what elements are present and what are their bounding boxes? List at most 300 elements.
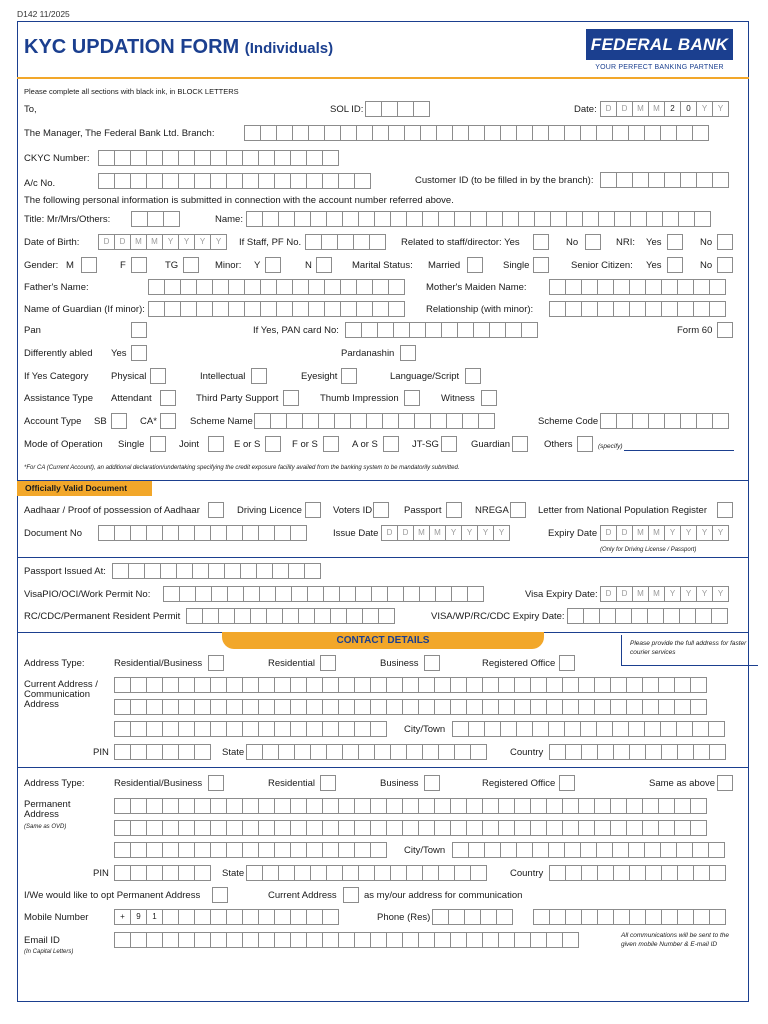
char-box[interactable] — [258, 677, 275, 693]
char-box[interactable] — [228, 279, 245, 295]
char-box[interactable] — [708, 842, 725, 858]
char-box[interactable] — [388, 125, 405, 141]
attendant-checkbox[interactable] — [160, 390, 176, 406]
char-box[interactable] — [354, 932, 371, 948]
char-box[interactable] — [530, 798, 547, 814]
char-box[interactable] — [114, 865, 131, 881]
char-box[interactable] — [314, 608, 331, 624]
char-box[interactable] — [418, 699, 435, 715]
relationship-field[interactable] — [549, 301, 725, 317]
char-box[interactable] — [162, 699, 179, 715]
char-box[interactable] — [290, 150, 307, 166]
char-box[interactable] — [114, 699, 131, 715]
char-box[interactable] — [254, 413, 271, 429]
char-box[interactable] — [114, 798, 131, 814]
char-box[interactable] — [242, 721, 259, 737]
pan-checkbox[interactable] — [131, 322, 147, 338]
char-box[interactable] — [629, 301, 646, 317]
char-box[interactable] — [162, 525, 179, 541]
char-box[interactable] — [128, 563, 145, 579]
char-box[interactable] — [438, 744, 455, 760]
char-box[interactable] — [615, 608, 632, 624]
char-box[interactable] — [692, 721, 709, 737]
char-box[interactable] — [628, 125, 645, 141]
char-box[interactable] — [564, 842, 581, 858]
char-box[interactable] — [562, 932, 579, 948]
char-box[interactable] — [345, 322, 362, 338]
char-box[interactable] — [489, 322, 506, 338]
char-box[interactable] — [212, 301, 229, 317]
char-box[interactable] — [628, 721, 645, 737]
mode-e-or-s-checkbox[interactable] — [265, 436, 281, 452]
char-box[interactable] — [530, 699, 547, 715]
char-box[interactable] — [546, 798, 563, 814]
char-box[interactable] — [146, 150, 163, 166]
char-box[interactable] — [549, 744, 566, 760]
char-box[interactable] — [432, 909, 449, 925]
char-box[interactable] — [342, 865, 359, 881]
visa-expiry-field[interactable]: D D M M Y Y Y Y — [600, 586, 728, 602]
char-box[interactable] — [353, 234, 370, 250]
char-box[interactable] — [613, 279, 630, 295]
char-box[interactable] — [178, 820, 195, 836]
char-box[interactable] — [322, 677, 339, 693]
char-box[interactable] — [194, 744, 211, 760]
char-box[interactable] — [208, 563, 225, 579]
char-box[interactable] — [628, 842, 645, 858]
char-box[interactable] — [354, 820, 371, 836]
char-box[interactable] — [146, 865, 163, 881]
char-box[interactable] — [419, 586, 436, 602]
char-box[interactable] — [194, 721, 211, 737]
pardanashin-checkbox[interactable] — [400, 345, 416, 361]
char-box[interactable] — [598, 211, 615, 227]
char-box[interactable] — [482, 699, 499, 715]
opt-current-checkbox[interactable] — [343, 887, 359, 903]
char-box[interactable] — [457, 322, 474, 338]
char-box[interactable] — [274, 932, 291, 948]
char-box[interactable] — [516, 842, 533, 858]
char-box[interactable] — [340, 125, 357, 141]
char-box[interactable] — [192, 563, 209, 579]
char-box[interactable] — [322, 820, 339, 836]
char-box[interactable] — [212, 279, 229, 295]
char-box[interactable] — [599, 608, 616, 624]
char-box[interactable] — [580, 125, 597, 141]
char-box[interactable] — [290, 699, 307, 715]
char-box[interactable] — [274, 173, 291, 189]
perm-address-line2[interactable] — [114, 820, 706, 836]
char-box[interactable] — [290, 842, 307, 858]
char-box[interactable] — [270, 413, 287, 429]
perm-registered-checkbox[interactable] — [559, 775, 575, 791]
char-box[interactable] — [388, 279, 405, 295]
char-box[interactable] — [370, 842, 387, 858]
char-box[interactable] — [425, 322, 442, 338]
char-box[interactable] — [322, 909, 339, 925]
char-box[interactable] — [406, 865, 423, 881]
married-checkbox[interactable] — [467, 257, 483, 273]
perm-city-field[interactable] — [452, 842, 724, 858]
char-box[interactable] — [355, 586, 372, 602]
char-box[interactable] — [226, 525, 243, 541]
char-box[interactable] — [146, 842, 163, 858]
char-box[interactable] — [661, 279, 678, 295]
current-address-line3[interactable] — [114, 721, 386, 737]
intellectual-checkbox[interactable] — [251, 368, 267, 384]
char-box[interactable] — [680, 413, 697, 429]
char-box[interactable] — [466, 798, 483, 814]
char-box[interactable] — [418, 677, 435, 693]
char-box[interactable] — [306, 173, 323, 189]
eyesight-checkbox[interactable] — [341, 368, 357, 384]
char-box[interactable] — [210, 525, 227, 541]
char-box[interactable] — [306, 842, 323, 858]
char-box[interactable] — [470, 865, 487, 881]
char-box[interactable] — [210, 909, 227, 925]
char-box[interactable] — [597, 279, 614, 295]
voters-id-checkbox[interactable] — [373, 502, 389, 518]
char-box[interactable] — [290, 173, 307, 189]
char-box[interactable] — [262, 865, 279, 881]
perm-business-checkbox[interactable] — [424, 775, 440, 791]
char-box[interactable] — [482, 820, 499, 836]
pf-no-field[interactable] — [305, 234, 385, 250]
char-box[interactable] — [276, 301, 293, 317]
char-box[interactable] — [406, 744, 423, 760]
char-box[interactable] — [162, 842, 179, 858]
char-box[interactable] — [614, 211, 631, 227]
physical-checkbox[interactable] — [150, 368, 166, 384]
char-box[interactable] — [370, 699, 387, 715]
char-box[interactable] — [498, 932, 515, 948]
char-box[interactable] — [566, 211, 583, 227]
char-box[interactable] — [130, 798, 147, 814]
char-box[interactable] — [438, 211, 455, 227]
char-box[interactable] — [434, 677, 451, 693]
char-box[interactable] — [578, 798, 595, 814]
char-box[interactable] — [581, 301, 598, 317]
char-box[interactable] — [326, 744, 343, 760]
char-box[interactable] — [662, 211, 679, 227]
char-box[interactable] — [310, 744, 327, 760]
language-checkbox[interactable] — [465, 368, 481, 384]
char-box[interactable] — [612, 125, 629, 141]
char-box[interactable] — [594, 699, 611, 715]
name-field[interactable] — [246, 211, 710, 227]
nrega-checkbox[interactable] — [510, 502, 526, 518]
char-box[interactable] — [162, 798, 179, 814]
char-box[interactable] — [274, 842, 291, 858]
current-address-line2[interactable] — [114, 699, 706, 715]
char-box[interactable] — [131, 211, 148, 227]
char-box[interactable] — [258, 150, 275, 166]
char-box[interactable] — [130, 820, 147, 836]
char-box[interactable] — [470, 211, 487, 227]
char-box[interactable] — [549, 301, 566, 317]
char-box[interactable] — [532, 125, 549, 141]
char-box[interactable] — [306, 721, 323, 737]
char-box[interactable] — [550, 211, 567, 227]
char-box[interactable] — [290, 525, 307, 541]
visa-wp-expiry-field[interactable] — [567, 608, 727, 624]
char-box[interactable] — [567, 608, 584, 624]
char-box[interactable] — [677, 865, 694, 881]
char-box[interactable] — [337, 234, 354, 250]
char-box[interactable] — [294, 865, 311, 881]
char-box[interactable] — [210, 677, 227, 693]
char-box[interactable] — [310, 865, 327, 881]
char-box[interactable] — [648, 172, 665, 188]
char-box[interactable] — [258, 721, 275, 737]
char-box[interactable] — [632, 413, 649, 429]
char-box[interactable] — [98, 173, 115, 189]
char-box[interactable] — [418, 798, 435, 814]
sol-id-field[interactable] — [365, 101, 429, 117]
char-box[interactable] — [629, 909, 646, 925]
char-box[interactable] — [402, 699, 419, 715]
char-box[interactable] — [146, 798, 163, 814]
char-box[interactable] — [402, 820, 419, 836]
char-box[interactable] — [548, 125, 565, 141]
senior-no-checkbox[interactable] — [717, 257, 733, 273]
char-box[interactable] — [292, 301, 309, 317]
char-box[interactable] — [514, 699, 531, 715]
char-box[interactable] — [680, 172, 697, 188]
char-box[interactable] — [580, 721, 597, 737]
char-box[interactable] — [597, 301, 614, 317]
char-box[interactable] — [342, 211, 359, 227]
char-box[interactable] — [478, 413, 495, 429]
char-box[interactable] — [180, 301, 197, 317]
char-box[interactable] — [210, 842, 227, 858]
char-box[interactable] — [246, 865, 263, 881]
current-registered-checkbox[interactable] — [559, 655, 575, 671]
char-box[interactable] — [386, 932, 403, 948]
char-box[interactable] — [626, 798, 643, 814]
char-box[interactable] — [434, 699, 451, 715]
char-box[interactable] — [114, 820, 131, 836]
char-box[interactable] — [308, 301, 325, 317]
char-box[interactable] — [658, 699, 675, 715]
char-box[interactable] — [356, 301, 373, 317]
char-box[interactable] — [645, 909, 662, 925]
char-box[interactable] — [422, 744, 439, 760]
char-box[interactable] — [260, 279, 277, 295]
char-box[interactable] — [629, 865, 646, 881]
customer-id-field[interactable] — [600, 172, 728, 188]
char-box[interactable] — [322, 721, 339, 737]
char-box[interactable] — [468, 842, 485, 858]
char-box[interactable] — [274, 699, 291, 715]
char-box[interactable] — [246, 211, 263, 227]
char-box[interactable] — [164, 279, 181, 295]
char-box[interactable] — [629, 279, 646, 295]
char-box[interactable] — [354, 677, 371, 693]
char-box[interactable] — [260, 301, 277, 317]
char-box[interactable] — [242, 932, 259, 948]
char-box[interactable] — [709, 279, 726, 295]
char-box[interactable] — [690, 820, 707, 836]
char-box[interactable] — [322, 932, 339, 948]
char-box[interactable] — [414, 413, 431, 429]
char-box[interactable] — [372, 125, 389, 141]
char-box[interactable] — [324, 125, 341, 141]
perm-state-field[interactable] — [246, 865, 486, 881]
char-box[interactable] — [276, 279, 293, 295]
char-box[interactable] — [565, 279, 582, 295]
mode-joint-checkbox[interactable] — [208, 436, 224, 452]
scheme-code-field[interactable] — [600, 413, 728, 429]
char-box[interactable] — [278, 744, 295, 760]
char-box[interactable] — [244, 279, 261, 295]
char-box[interactable] — [661, 301, 678, 317]
char-box[interactable] — [502, 211, 519, 227]
char-box[interactable] — [361, 322, 378, 338]
char-box[interactable] — [436, 125, 453, 141]
char-box[interactable] — [696, 413, 713, 429]
char-box[interactable] — [693, 279, 710, 295]
char-box[interactable] — [144, 563, 161, 579]
char-box[interactable] — [305, 234, 322, 250]
char-box[interactable] — [350, 413, 367, 429]
char-box[interactable] — [240, 563, 257, 579]
char-box[interactable] — [600, 413, 617, 429]
ckyc-field[interactable] — [98, 150, 338, 166]
others-specify-line[interactable] — [624, 450, 734, 451]
char-box[interactable] — [162, 932, 179, 948]
char-box[interactable] — [661, 865, 678, 881]
char-box[interactable] — [275, 586, 292, 602]
char-box[interactable] — [690, 699, 707, 715]
char-box[interactable] — [147, 211, 164, 227]
char-box[interactable] — [358, 744, 375, 760]
char-box[interactable] — [616, 172, 633, 188]
char-box[interactable] — [258, 909, 275, 925]
char-box[interactable] — [484, 721, 501, 737]
document-no-field[interactable] — [98, 525, 306, 541]
email-field[interactable] — [114, 932, 578, 948]
char-box[interactable] — [446, 413, 463, 429]
char-box[interactable] — [679, 608, 696, 624]
char-box[interactable] — [308, 125, 325, 141]
char-box[interactable] — [354, 842, 371, 858]
char-box[interactable] — [578, 699, 595, 715]
char-box[interactable] — [260, 125, 277, 141]
char-box[interactable] — [324, 279, 341, 295]
char-box[interactable] — [693, 909, 710, 925]
char-box[interactable] — [676, 842, 693, 858]
perm-residential-checkbox[interactable] — [320, 775, 336, 791]
char-box[interactable] — [306, 798, 323, 814]
char-box[interactable] — [578, 820, 595, 836]
aadhaar-checkbox[interactable] — [208, 502, 224, 518]
char-box[interactable] — [594, 677, 611, 693]
char-box[interactable] — [565, 865, 582, 881]
char-box[interactable] — [660, 125, 677, 141]
minor-n-checkbox[interactable] — [316, 257, 332, 273]
char-box[interactable] — [226, 721, 243, 737]
char-box[interactable] — [294, 211, 311, 227]
char-box[interactable] — [664, 413, 681, 429]
char-box[interactable] — [514, 932, 531, 948]
char-box[interactable] — [514, 798, 531, 814]
char-box[interactable] — [162, 820, 179, 836]
char-box[interactable] — [549, 865, 566, 881]
char-box[interactable] — [338, 721, 355, 737]
char-box[interactable] — [178, 173, 195, 189]
current-residential-checkbox[interactable] — [320, 655, 336, 671]
char-box[interactable] — [694, 211, 711, 227]
char-box[interactable] — [338, 173, 355, 189]
char-box[interactable] — [484, 125, 501, 141]
char-box[interactable] — [266, 608, 283, 624]
char-box[interactable] — [278, 865, 295, 881]
char-box[interactable] — [342, 744, 359, 760]
char-box[interactable] — [211, 586, 228, 602]
char-box[interactable] — [521, 322, 538, 338]
char-box[interactable] — [596, 842, 613, 858]
char-box[interactable] — [246, 744, 263, 760]
char-box[interactable] — [498, 798, 515, 814]
char-box[interactable] — [420, 125, 437, 141]
char-box[interactable] — [630, 211, 647, 227]
char-box[interactable] — [272, 563, 289, 579]
char-box[interactable] — [644, 842, 661, 858]
char-box[interactable] — [564, 721, 581, 737]
related-no-checkbox[interactable] — [585, 234, 601, 250]
char-box[interactable] — [306, 677, 323, 693]
pan-no-field[interactable] — [345, 322, 537, 338]
char-box[interactable] — [226, 820, 243, 836]
char-box[interactable] — [454, 744, 471, 760]
char-box[interactable] — [294, 744, 311, 760]
char-box[interactable] — [274, 150, 291, 166]
char-box[interactable] — [306, 150, 323, 166]
char-box[interactable] — [130, 721, 147, 737]
char-box[interactable] — [434, 820, 451, 836]
char-box[interactable] — [660, 721, 677, 737]
char-box[interactable] — [146, 677, 163, 693]
char-box[interactable] — [582, 211, 599, 227]
char-box[interactable] — [226, 932, 243, 948]
char-box[interactable] — [243, 586, 260, 602]
char-box[interactable] — [674, 677, 691, 693]
mode-f-or-s-checkbox[interactable] — [323, 436, 339, 452]
char-box[interactable] — [466, 820, 483, 836]
char-box[interactable] — [658, 677, 675, 693]
char-box[interactable] — [450, 820, 467, 836]
char-box[interactable] — [292, 279, 309, 295]
char-box[interactable] — [581, 279, 598, 295]
char-box[interactable] — [378, 608, 395, 624]
char-box[interactable] — [370, 677, 387, 693]
char-box[interactable] — [692, 842, 709, 858]
char-box[interactable] — [533, 909, 550, 925]
char-box[interactable] — [674, 798, 691, 814]
char-box[interactable] — [450, 798, 467, 814]
char-box[interactable] — [306, 699, 323, 715]
mode-jt-sg-checkbox[interactable] — [441, 436, 457, 452]
char-box[interactable] — [374, 211, 391, 227]
char-box[interactable] — [196, 301, 213, 317]
char-box[interactable] — [178, 721, 195, 737]
char-box[interactable] — [596, 721, 613, 737]
driving-licence-checkbox[interactable] — [305, 502, 321, 518]
char-box[interactable] — [661, 744, 678, 760]
char-box[interactable] — [98, 525, 115, 541]
account-number-field[interactable] — [98, 173, 370, 189]
